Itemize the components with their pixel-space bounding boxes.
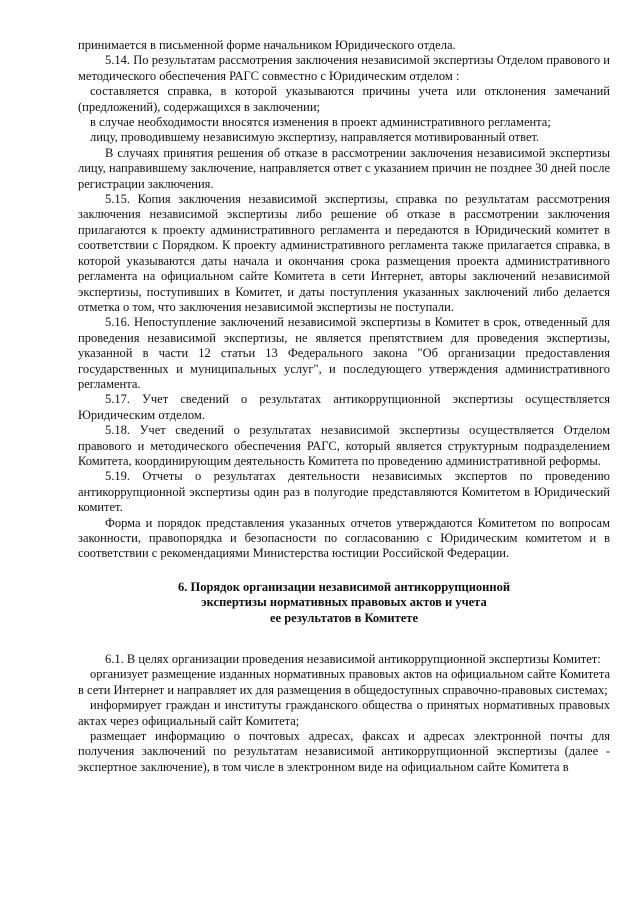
paragraph-5-18: 5.18. Учет сведений о результатах независимой экспертизы осуществляется Отделом правового и методического обеспечения РАГС, который является структурным подразделением Комитета, координирующим деятельность Комитета по проведению административной реформы. — [78, 423, 610, 468]
paragraph: Форма и порядок представления указанных отчетов утверждаются Комитетом по вопросам законности, правопорядка и безопасности по согласованию с Юридическим комитетом и в соответствии с рекомендациями Министерства юстиции Российской Федерации. — [78, 515, 610, 561]
list-item: лицу, проводившему независимую экспертизу, направляется мотивированный ответ. — [90, 130, 540, 145]
paragraph-5-19: 5.19. Отчеты о результатах деятельности независимых экспертов по проведению антикоррупционной экспертизы один раз в полугодие представляются Комитетом в Юридический комитет. — [78, 469, 610, 515]
list-item: в случае необходимости вносятся изменения в проект административного регламента; — [90, 115, 551, 130]
paragraphs-bottom — [78, 652, 610, 775]
paragraphs-top — [78, 38, 610, 562]
section-heading — [78, 580, 610, 626]
paragraph: В случаях принятия решения об отказе в рассмотрении заключения независимой экспертизы лицу, направившему заключение, направляется ответ с указанием причин не позднее 30 дней после регистрации заключения. — [78, 145, 610, 191]
section-heading-line: экспертизы нормативных правовых актов и учета — [201, 595, 487, 610]
list-item: организует размещение изданных нормативных правовых актов на официальном сайте Комитета в сети Интернет и направляет их для размещения в общедоступных справочно-правовых системах; — [78, 667, 610, 697]
section-heading-line: 6. Порядок организации независимой антикоррупционной — [177, 579, 511, 594]
paragraph: принимается в письменной форме начальником Юридического отдела. — [78, 38, 456, 52]
list-item: информирует граждан и институты гражданского общества о принятых нормативных правовых актах через официальный сайт Комитета; — [78, 698, 610, 728]
list-item: составляется справка, в которой указываются причины учета или отклонения замечаний (предложений), содержащихся в заключении; — [78, 84, 610, 114]
document-page — [78, 38, 610, 775]
paragraph-5-15: 5.15. Копия заключения независимой экспертизы, справка по результатам рассмотрения заключения независимой экспертизы либо решение об отказе в рассмотрении заключения прилагаются к проекту административного регламента и передаются в Юридический комитет в соответствии с Порядком. К проекту административного регламента также прилагается справка, в которой указываются даты начала и окончания срока размещения проекта административного регламента на официальном сайте Комитета в сети Интернет, авторы заключений независимой экспертизы, поступивших в Комитет, и даты поступления указанных заключений либо делается отметка о том, что заключения независимой экспертизы не поступали. — [78, 192, 610, 314]
list-item: размещает информацию о почтовых адресах, факсах и адресах электронной почты для получения заключений по результатам независимой антикоррупционной экспертизы (далее - экспертное заключение), в том числе в электронном виде на официальном сайте Комитета в — [78, 729, 610, 774]
paragraph-5-14: 5.14. По результатам рассмотрения заключения независимой экспертизы Отделом правового и методического обеспечения РАГС совместно с Юридическим отделом : — [78, 53, 610, 83]
paragraph-5-17: 5.17. Учет сведений о результатах антикоррупционной экспертизы осуществляется Юридическим отделом. — [78, 392, 610, 422]
section-heading-line: ее результатов в Комитете — [270, 610, 418, 625]
paragraph-5-16: 5.16. Непоступление заключений независимой экспертизы в Комитет в срок, отведенный для проведения независимой экспертизы, не является препятствием для проведения экспертизы, указанной в части 12 статьи 13 Федерального закона "Об организации предоставления государственных и муниципальных услуг", и последующего утверждения административного регламента. — [78, 315, 610, 391]
paragraph-6-1: 6.1. В целях организации проведения независимой антикоррупционной экспертизы Комитет: — [105, 652, 601, 667]
